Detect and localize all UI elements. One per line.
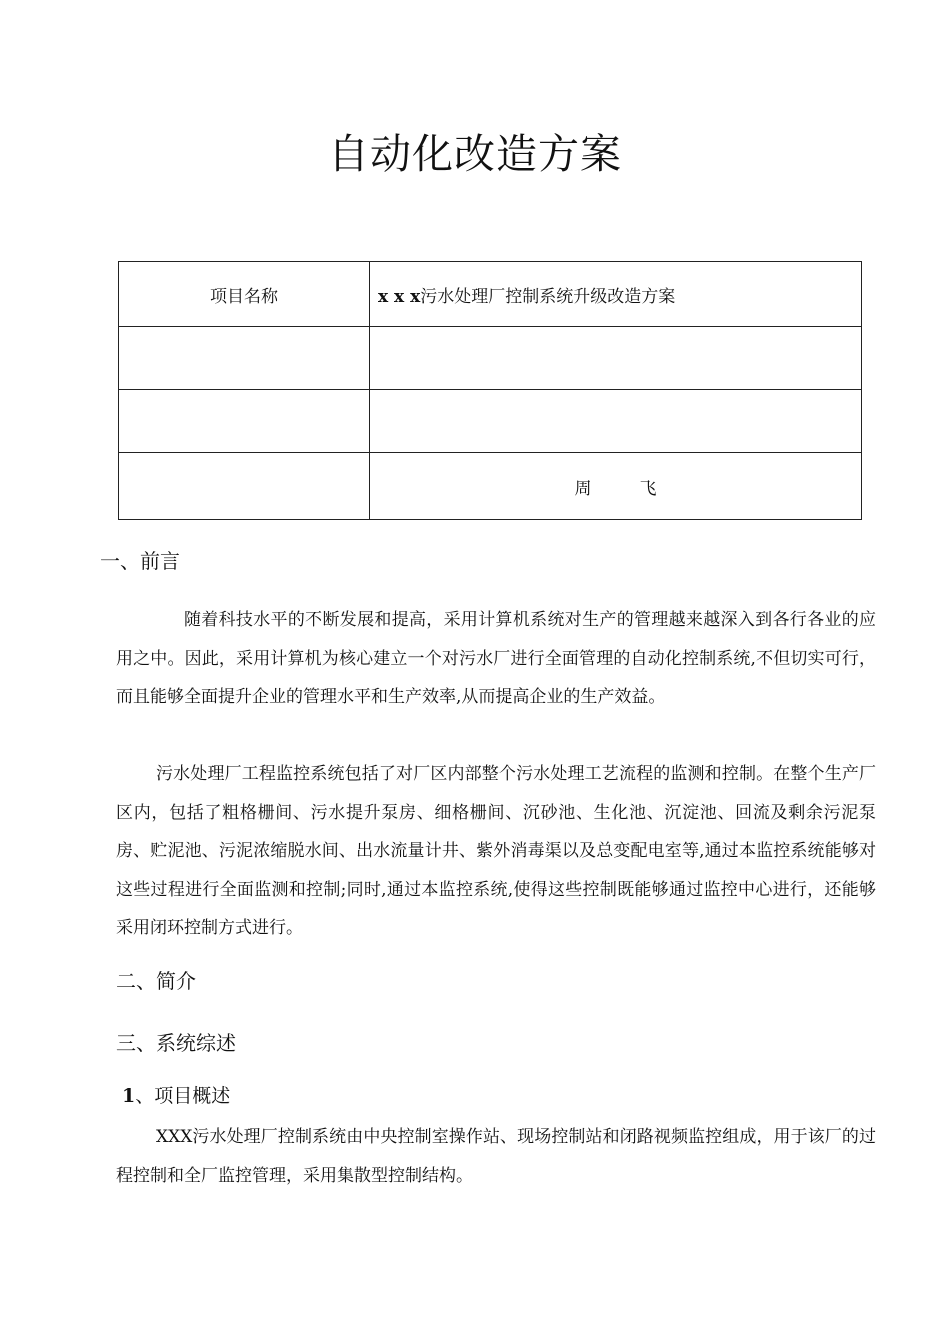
subsection-number: 1 — [122, 1085, 136, 1107]
foreword-paragraph-1: 随着科技水平的不断发展和提高，采用计算机系统对生产的管理越来越深入到各行各业的应用之中。因此，采用计算机为核心建立一个对污水厂进行全面管理的自动化控制系统,不但切实可行，而且能够全面提升企业的管理水平和生产效率,从而提高企业的生产效益。 — [116, 610, 876, 707]
table-cell-label — [119, 453, 370, 520]
author-name-part-1: 周 — [574, 478, 592, 499]
section-heading-introduction: 二、简介 — [116, 969, 196, 993]
document-title: 自动化改造方案 — [328, 130, 622, 178]
table-row — [119, 390, 862, 453]
table-cell-value — [370, 390, 862, 453]
subsection-title: 、项目概述 — [135, 1085, 231, 1107]
project-name-text: 污水处理厂控制系统升级改造方案 — [420, 286, 676, 307]
project-info-table — [118, 261, 862, 520]
table-row — [119, 262, 862, 327]
author-name-part-2: 飞 — [639, 478, 657, 499]
project-name-prefix: x x x — [378, 286, 421, 307]
table-cell-label — [119, 390, 370, 453]
project-name-label: 项目名称 — [119, 262, 370, 327]
table-row — [119, 453, 862, 520]
section-heading-system-overview: 三、系统综述 — [116, 1031, 236, 1055]
project-overview-paragraph: XXX污水处理厂控制系统由中央控制室操作站、现场控制站和闭路视频监控组成，用于该厂的过程控制和全厂监控管理，采用集散型控制结构。 — [116, 1127, 876, 1186]
table-row — [119, 327, 862, 390]
table-cell-value — [370, 327, 862, 390]
foreword-paragraph-2: 污水处理厂工程监控系统包括了对厂区内部整个污水处理工艺流程的监测和控制。在整个生产厂区内，包括了粗格栅间、污水提升泵房、细格栅间、沉砂池、生化池、沉淀池、回流及剩余污泥泵房、贮泥池、污泥浓缩脱水间、出水流量计井、紫外消毒渠以及总变配电室等,通过本监控系统能够对这些过程进行全面监测和控制;同时,通过本监控系统,使得这些控制既能够通过监控中心进行，还能够采用闭环控制方式进行。 — [116, 764, 876, 938]
subsection-heading-project-overview — [122, 1082, 230, 1110]
section-heading-foreword: 一、前言 — [100, 549, 180, 573]
project-name-value — [370, 262, 862, 327]
table-cell-label — [119, 327, 370, 390]
author-name — [370, 453, 862, 520]
